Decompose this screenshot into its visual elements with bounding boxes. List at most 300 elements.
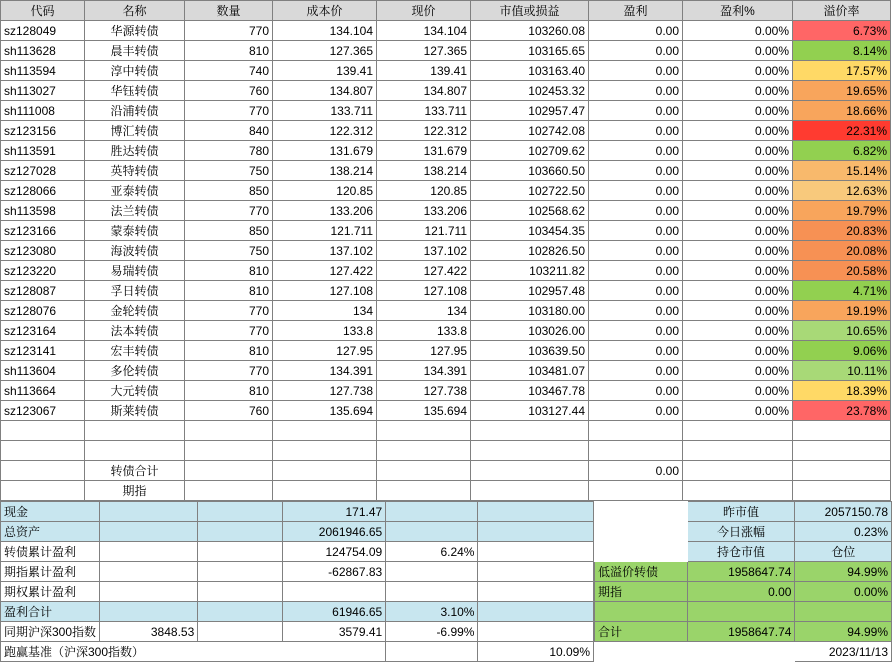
cell-current-price: 121.711: [377, 221, 471, 241]
summary-label-cell: 总资产: [1, 522, 100, 542]
summary-percent: -6.99%: [386, 622, 478, 642]
cell-market-value: 103660.50: [471, 161, 589, 181]
cell-market-value: 103180.00: [471, 301, 589, 321]
cell-quantity: 760: [185, 401, 273, 421]
cell-premium-rate: 20.08%: [793, 241, 891, 261]
cell-current-price: 135.694: [377, 401, 471, 421]
right-label: 今日涨幅: [687, 522, 795, 542]
right-percent: 94.99%: [795, 622, 892, 642]
cell-quantity: 770: [185, 361, 273, 381]
right-amount: 2057150.78: [795, 502, 892, 522]
cell-quantity: 810: [185, 281, 273, 301]
cell-profit: 0.00: [589, 281, 683, 301]
cell-name: 淳中转债: [85, 61, 185, 81]
cell-blank: [273, 461, 377, 481]
cell-name: 亚泰转债: [85, 181, 185, 201]
right-value: 1958647.74: [687, 622, 795, 642]
cell-name: 华钰转债: [85, 81, 185, 101]
summary-right-row: [595, 562, 892, 582]
cell-market-value: 103163.40: [471, 61, 589, 81]
cell-profit-percent: 0.00%: [683, 161, 793, 181]
table-row: [1, 381, 891, 401]
cell-profit-percent: 0.00%: [683, 381, 793, 401]
summary-blank: [478, 542, 594, 562]
cell-profit: 0.00: [589, 201, 683, 221]
cell-name: 大元转债: [85, 381, 185, 401]
summary-blank: [198, 582, 283, 602]
empty-cell: [1, 441, 85, 461]
cell-profit: 0.00: [589, 61, 683, 81]
summary-percent: [386, 562, 478, 582]
cell-cost-price: 127.422: [273, 261, 377, 281]
empty-row: [1, 441, 891, 461]
column-header-cost: 成本价: [273, 1, 377, 21]
empty-row: [1, 421, 891, 441]
cell-profit: 0.00: [589, 261, 683, 281]
cell-code: sz128049: [1, 21, 85, 41]
cell-name: 沿浦转债: [85, 101, 185, 121]
cell-blank: [377, 461, 471, 481]
cell-cost-price: 133.8: [273, 321, 377, 341]
cell-code: sz123164: [1, 321, 85, 341]
cell-quantity: 810: [185, 41, 273, 61]
cell-market-value: 103467.78: [471, 381, 589, 401]
cell-profit-percent: 0.00%: [683, 121, 793, 141]
empty-cell: [377, 421, 471, 441]
summary-blank: [478, 602, 594, 622]
futures-label: 期指: [85, 481, 185, 501]
cell-profit: 0.00: [589, 221, 683, 241]
cell-blank: [1, 461, 85, 481]
cell-code: sh111008: [1, 101, 85, 121]
cell-profit-percent: 0.00%: [683, 41, 793, 61]
cell-premium-rate: 8.14%: [793, 41, 891, 61]
cell-market-value: 102709.62: [471, 141, 589, 161]
cell-cost-price: 139.41: [273, 61, 377, 81]
right-blank: [595, 642, 688, 662]
summary-base-value: 3848.53: [100, 622, 198, 642]
cell-premium-rate: 23.78%: [793, 401, 891, 421]
cell-quantity: 810: [185, 261, 273, 281]
table-row: [1, 101, 891, 121]
cell-premium-rate: 22.31%: [793, 121, 891, 141]
cell-market-value: 102742.08: [471, 121, 589, 141]
cell-code: sz123220: [1, 261, 85, 281]
cell-profit: 0.00: [589, 181, 683, 201]
right-label: 低溢价转债: [595, 562, 688, 582]
table-row: [1, 41, 891, 61]
cell-code: sz123067: [1, 401, 85, 421]
cell-code: sz128066: [1, 181, 85, 201]
column-header-value: 市值或损益: [471, 1, 589, 21]
summary-blank: [100, 602, 198, 622]
cell-premium-rate: 10.11%: [793, 361, 891, 381]
cell-cost-price: 120.85: [273, 181, 377, 201]
cell-market-value: 102826.50: [471, 241, 589, 261]
empty-cell: [273, 421, 377, 441]
cell-current-price: 137.102: [377, 241, 471, 261]
cell-current-price: 134.391: [377, 361, 471, 381]
cell-current-price: 127.108: [377, 281, 471, 301]
column-header-profit-pct: 盈利%: [683, 1, 793, 21]
cell-market-value: 103639.50: [471, 341, 589, 361]
cell-profit: 0.00: [589, 301, 683, 321]
cell-name: 法本转债: [85, 321, 185, 341]
cell-market-value: 103127.44: [471, 401, 589, 421]
summary-percent: [386, 582, 478, 602]
cell-code: sz127028: [1, 161, 85, 181]
cell-current-price: 122.312: [377, 121, 471, 141]
cell-profit-percent: 0.00%: [683, 401, 793, 421]
right-percent: 0.00%: [795, 582, 892, 602]
summary-value: 3579.41: [283, 622, 386, 642]
cell-quantity: 750: [185, 241, 273, 261]
summary-value: 2061946.65: [283, 522, 386, 542]
column-header-qty: 数量: [185, 1, 273, 21]
summary-label-cell: 同期沪深300指数: [1, 622, 100, 642]
cell-market-value: 102722.50: [471, 181, 589, 201]
summary-row: [1, 642, 594, 662]
column-header-premium: 溢价率: [793, 1, 891, 21]
cell-blank: [185, 461, 273, 481]
cell-quantity: 770: [185, 21, 273, 41]
cell-code: sz123156: [1, 121, 85, 141]
cell-code: sh113598: [1, 201, 85, 221]
cell-blank: [471, 481, 589, 501]
empty-cell: [1, 421, 85, 441]
cell-market-value: 103481.07: [471, 361, 589, 381]
bond-total-row: [1, 461, 891, 481]
right-blank: [687, 642, 795, 662]
summary-blank: [198, 562, 283, 582]
summary-blank: [100, 542, 198, 562]
table-row: [1, 341, 891, 361]
summary-right-row: [595, 642, 892, 662]
cell-profit-percent: 0.00%: [683, 201, 793, 221]
table-row: [1, 141, 891, 161]
cell-profit: 0.00: [589, 241, 683, 261]
summary-blank: [100, 562, 198, 582]
summary-right-row: [595, 522, 892, 542]
cell-premium-rate: 12.63%: [793, 181, 891, 201]
cell-code: sh113628: [1, 41, 85, 61]
summary-blank: [478, 522, 594, 542]
summary-label-cell: 现金: [1, 502, 100, 522]
cell-premium-rate: 9.06%: [793, 341, 891, 361]
cell-premium-rate: 18.66%: [793, 101, 891, 121]
cell-profit-percent: 0.00%: [683, 141, 793, 161]
empty-cell: [683, 421, 793, 441]
table-row: [1, 121, 891, 141]
cell-profit-percent: 0.00%: [683, 61, 793, 81]
summary-value: 124754.09: [283, 542, 386, 562]
cell-current-price: 134.807: [377, 81, 471, 101]
cell-cost-price: 134.391: [273, 361, 377, 381]
cell-cost-price: 135.694: [273, 401, 377, 421]
column-header-profit: 盈利: [589, 1, 683, 21]
cell-name: 胜达转债: [85, 141, 185, 161]
cell-blank: [793, 481, 891, 501]
summary-row: [1, 542, 594, 562]
cell-cost-price: 127.95: [273, 341, 377, 361]
cell-blank: [377, 481, 471, 501]
cell-profit: 0.00: [589, 101, 683, 121]
summary-right-table: [594, 501, 892, 662]
summary-value: 171.47: [283, 502, 386, 522]
summary-percent: [386, 502, 478, 522]
bond-total-label: 转债合计: [85, 461, 185, 481]
cell-market-value: 102453.32: [471, 81, 589, 101]
empty-cell: [273, 441, 377, 461]
cell-cost-price: 133.206: [273, 201, 377, 221]
cell-profit-percent: 0.00%: [683, 261, 793, 281]
summary-label-cell: 期权累计盈利: [1, 582, 100, 602]
cell-name: 华源转债: [85, 21, 185, 41]
summary-blank: [478, 562, 594, 582]
summary-value: [283, 582, 386, 602]
cell-name: 易瑞转债: [85, 261, 185, 281]
table-row: [1, 61, 891, 81]
cell-code: sh113594: [1, 61, 85, 81]
cell-cost-price: 131.679: [273, 141, 377, 161]
summary-percent: 3.10%: [386, 602, 478, 622]
cell-quantity: 810: [185, 341, 273, 361]
cell-profit-percent: 0.00%: [683, 361, 793, 381]
cell-current-price: 131.679: [377, 141, 471, 161]
cell-premium-rate: 17.57%: [793, 61, 891, 81]
cell-code: sh113027: [1, 81, 85, 101]
table-row: [1, 261, 891, 281]
right-value: 0.00: [687, 582, 795, 602]
cell-profit-percent: 0.00%: [683, 21, 793, 41]
cell-quantity: 750: [185, 161, 273, 181]
table-row: [1, 361, 891, 381]
summary-section: [0, 501, 892, 662]
summary-blank: [100, 582, 198, 602]
cell-cost-price: 134.104: [273, 21, 377, 41]
cell-quantity: 780: [185, 141, 273, 161]
cell-code: sh113604: [1, 361, 85, 381]
cell-blank: [683, 461, 793, 481]
summary-right-row: [595, 602, 892, 622]
cell-profit-percent: 0.00%: [683, 321, 793, 341]
empty-cell: [471, 421, 589, 441]
cell-code: sz123080: [1, 241, 85, 261]
cell-code: sh113664: [1, 381, 85, 401]
cell-cost-price: 127.738: [273, 381, 377, 401]
summary-right-row: [595, 502, 892, 522]
empty-cell: [793, 441, 891, 461]
right-blank: [595, 602, 688, 622]
cell-market-value: 102957.48: [471, 281, 589, 301]
cell-profit: 0.00: [589, 341, 683, 361]
column-header-price: 现价: [377, 1, 471, 21]
table-row: [1, 21, 891, 41]
cell-name: 晨丰转债: [85, 41, 185, 61]
cell-quantity: 810: [185, 381, 273, 401]
cell-blank: [589, 481, 683, 501]
table-row: [1, 181, 891, 201]
cell-premium-rate: 19.19%: [793, 301, 891, 321]
empty-cell: [589, 441, 683, 461]
cell-cost-price: 134: [273, 301, 377, 321]
cell-cost-price: 133.711: [273, 101, 377, 121]
cell-current-price: 134.104: [377, 21, 471, 41]
cell-market-value: 102957.47: [471, 101, 589, 121]
futures-row: [1, 481, 891, 501]
cell-profit-percent: 0.00%: [683, 101, 793, 121]
cell-profit-percent: 0.00%: [683, 81, 793, 101]
cell-profit: 0.00: [589, 41, 683, 61]
cell-profit: 0.00: [589, 21, 683, 41]
cell-profit-percent: 0.00%: [683, 281, 793, 301]
summary-label-cell: 盈利合计: [1, 602, 100, 622]
empty-cell: [589, 421, 683, 441]
right-header-holding: 持仓市值: [687, 542, 795, 562]
cell-cost-price: 127.365: [273, 41, 377, 61]
cell-market-value: 103026.00: [471, 321, 589, 341]
cell-current-price: 134: [377, 301, 471, 321]
cell-name: 金轮转债: [85, 301, 185, 321]
summary-percent: 6.24%: [386, 542, 478, 562]
cell-name: 海波转债: [85, 241, 185, 261]
cell-cost-price: 137.102: [273, 241, 377, 261]
cell-profit: 0.00: [589, 161, 683, 181]
summary-label-cell: 转债累计盈利: [1, 542, 100, 562]
cell-quantity: 850: [185, 181, 273, 201]
cell-code: sz128087: [1, 281, 85, 301]
summary-blank: [198, 542, 283, 562]
cell-premium-rate: 19.79%: [793, 201, 891, 221]
right-date: 2023/11/13: [795, 642, 892, 662]
empty-cell: [793, 421, 891, 441]
cell-market-value: 103454.35: [471, 221, 589, 241]
empty-cell: [471, 441, 589, 461]
summary-right-row: [595, 542, 892, 562]
cell-current-price: 127.738: [377, 381, 471, 401]
cell-cost-price: 134.807: [273, 81, 377, 101]
cell-premium-rate: 19.65%: [793, 81, 891, 101]
right-label: 昨市值: [687, 502, 795, 522]
cell-quantity: 770: [185, 321, 273, 341]
cell-premium-rate: 10.65%: [793, 321, 891, 341]
cell-blank: [185, 481, 273, 501]
cell-name: 英特转债: [85, 161, 185, 181]
right-blank: [687, 602, 795, 622]
cell-blank: [471, 461, 589, 481]
table-row: [1, 221, 891, 241]
cell-premium-rate: 20.58%: [793, 261, 891, 281]
table-row: [1, 321, 891, 341]
right-label: 合计: [595, 622, 688, 642]
right-blank: [595, 502, 688, 522]
cell-current-price: 138.214: [377, 161, 471, 181]
empty-cell: [185, 421, 273, 441]
cell-quantity: 740: [185, 61, 273, 81]
cell-quantity: 850: [185, 221, 273, 241]
summary-blank: [100, 522, 198, 542]
empty-cell: [377, 441, 471, 461]
cell-quantity: 760: [185, 81, 273, 101]
cell-premium-rate: 6.73%: [793, 21, 891, 41]
summary-label-cell: 期指累计盈利: [1, 562, 100, 582]
cell-quantity: 770: [185, 101, 273, 121]
summary-blank: [386, 642, 478, 662]
cell-blank: [793, 461, 891, 481]
column-header-code: 代码: [1, 1, 85, 21]
cell-profit-percent: 0.00%: [683, 341, 793, 361]
cell-quantity: 770: [185, 201, 273, 221]
right-blank: [795, 602, 892, 622]
cell-profit: 0.00: [589, 361, 683, 381]
cell-name: 博汇转债: [85, 121, 185, 141]
cell-quantity: 840: [185, 121, 273, 141]
summary-blank: [478, 502, 594, 522]
column-header-name: 名称: [85, 1, 185, 21]
cell-profit-percent: 0.00%: [683, 301, 793, 321]
summary-blank: [198, 522, 283, 542]
summary-blank: [100, 502, 198, 522]
cell-current-price: 139.41: [377, 61, 471, 81]
cell-name: 孚日转债: [85, 281, 185, 301]
cell-name: 宏丰转债: [85, 341, 185, 361]
right-blank: [595, 522, 688, 542]
cell-name: 蒙泰转债: [85, 221, 185, 241]
summary-percent: 10.09%: [478, 642, 594, 662]
summary-value: 61946.65: [283, 602, 386, 622]
table-row: [1, 201, 891, 221]
summary-label-cell: 跑赢基准（沪深300指数）: [1, 642, 386, 662]
bond-total-profit: 0.00: [589, 461, 683, 481]
cell-premium-rate: 18.39%: [793, 381, 891, 401]
summary-blank: [198, 502, 283, 522]
table-header-row: [1, 1, 891, 21]
cell-blank: [683, 481, 793, 501]
table-row: [1, 301, 891, 321]
cell-profit: 0.00: [589, 141, 683, 161]
cell-premium-rate: 4.71%: [793, 281, 891, 301]
summary-blank: [198, 602, 283, 622]
cell-cost-price: 122.312: [273, 121, 377, 141]
cell-name: 法兰转债: [85, 201, 185, 221]
cell-quantity: 770: [185, 301, 273, 321]
right-percent: 94.99%: [795, 562, 892, 582]
table-row: [1, 281, 891, 301]
cell-profit: 0.00: [589, 81, 683, 101]
right-blank: [595, 542, 688, 562]
summary-row: [1, 602, 594, 622]
cell-cost-price: 138.214: [273, 161, 377, 181]
cell-cost-price: 121.711: [273, 221, 377, 241]
right-value: 1958647.74: [687, 562, 795, 582]
cell-current-price: 133.206: [377, 201, 471, 221]
summary-blank: [478, 582, 594, 602]
cell-code: sz128076: [1, 301, 85, 321]
table-row: [1, 81, 891, 101]
cell-current-price: 133.8: [377, 321, 471, 341]
cell-code: sh113591: [1, 141, 85, 161]
right-header-position: 仓位: [795, 542, 892, 562]
table-row: [1, 401, 891, 421]
summary-row: [1, 562, 594, 582]
cell-profit: 0.00: [589, 121, 683, 141]
cell-current-price: 120.85: [377, 181, 471, 201]
cell-market-value: 103165.65: [471, 41, 589, 61]
summary-left-table: [0, 501, 594, 662]
right-label: 期指: [595, 582, 688, 602]
cell-blank: [1, 481, 85, 501]
cell-premium-rate: 15.14%: [793, 161, 891, 181]
